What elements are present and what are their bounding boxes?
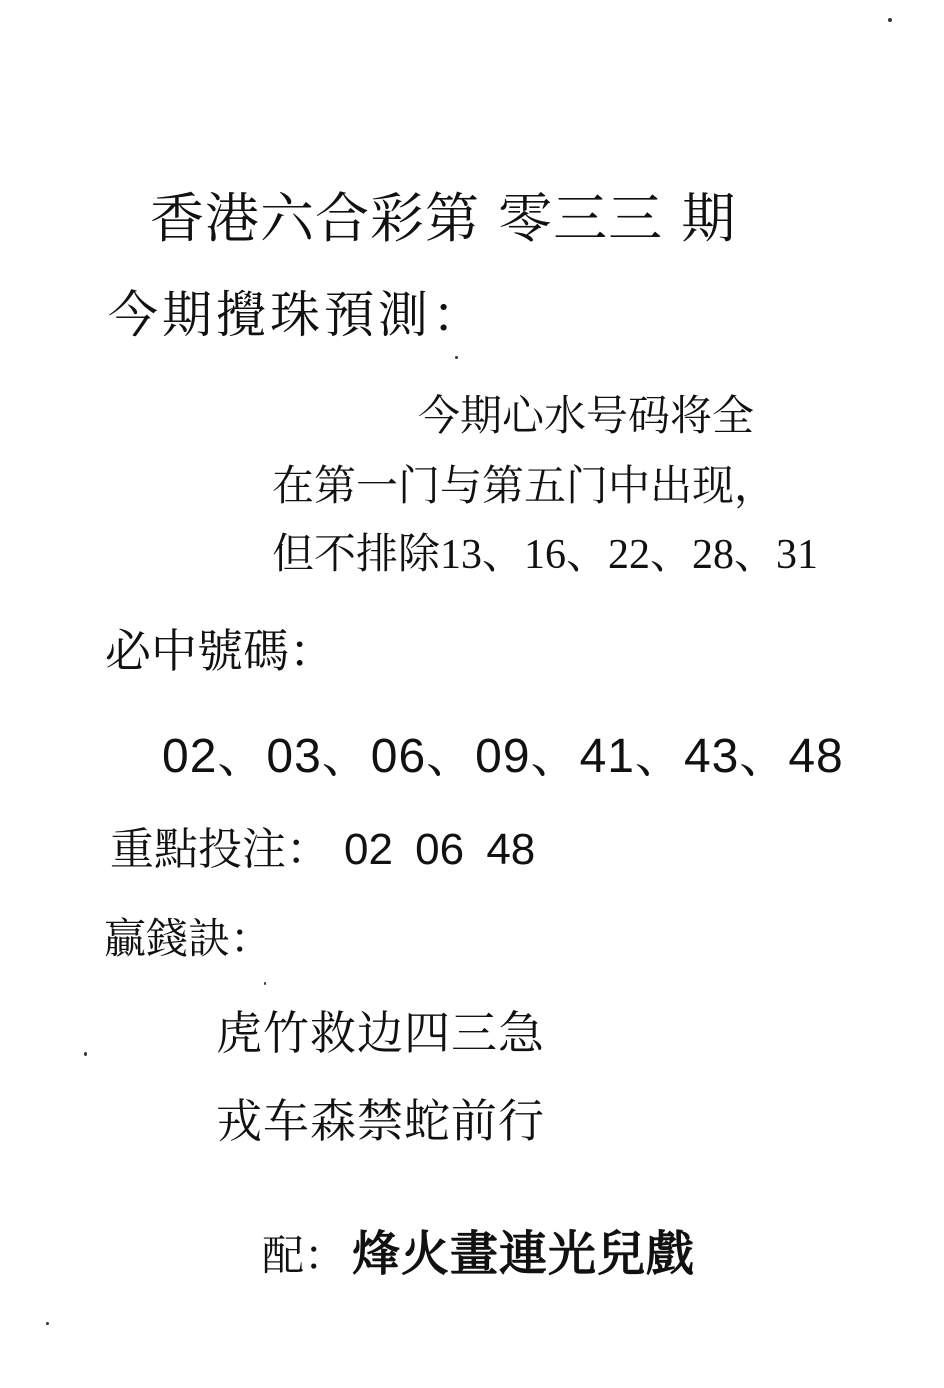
prediction-heading: 今期攪珠預測： xyxy=(108,286,486,344)
scan-speck xyxy=(84,1052,87,1056)
focus-bet-heading: 重點投注： xyxy=(110,824,330,875)
scan-speck xyxy=(46,1322,49,1325)
scan-speck xyxy=(264,982,266,985)
exclusion-label: 但不排除 xyxy=(272,529,441,578)
scan-speck xyxy=(455,356,458,359)
issue-title: 香港六合彩第 零三三 期 xyxy=(150,187,737,250)
sure-numbers-heading: 必中號碼： xyxy=(105,624,335,678)
poem-line-2: 戎车森禁蛇前行 xyxy=(216,1094,545,1148)
focus-bet-numbers: 02 06 48 xyxy=(344,825,536,874)
scan-speck xyxy=(888,18,892,22)
sure-numbers-list: 02、03、06、09、41、43、48 xyxy=(162,730,844,783)
prediction-line-2: 在第一门与第五门中出现， xyxy=(272,461,777,510)
poem-line-1: 虎竹救边四三急 xyxy=(216,1006,545,1060)
focus-bet-row xyxy=(110,824,536,875)
prediction-line-1: 今期心水号码将全 xyxy=(418,391,755,440)
footer-row xyxy=(262,1226,696,1282)
footer-label: 配： xyxy=(262,1231,347,1280)
winning-secret-heading: 贏錢訣： xyxy=(104,914,273,963)
footer-title: 烽火畫連光兒戲 xyxy=(352,1226,696,1282)
excluded-numbers: 13、16、22、28、31 xyxy=(440,532,819,578)
prediction-line-3 xyxy=(272,529,819,578)
